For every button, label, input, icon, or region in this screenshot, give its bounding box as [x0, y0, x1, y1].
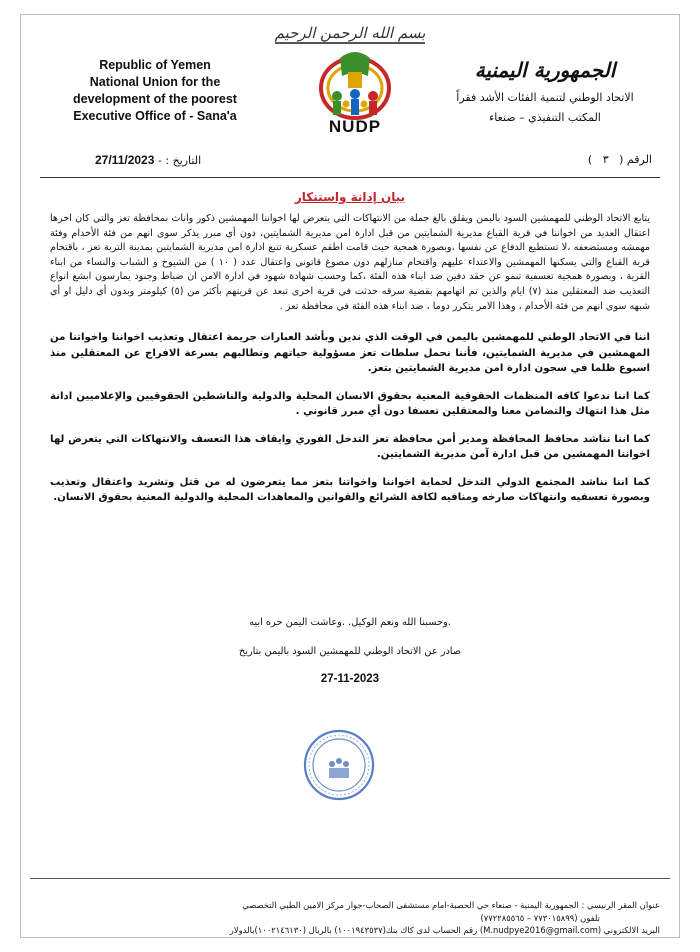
republic-title: الجمهورية اليمنية: [474, 58, 616, 82]
arabic-letterhead: [430, 58, 660, 128]
footer-divider: [30, 878, 670, 879]
footer-email-label: البريد الالكتروني (: [597, 925, 660, 935]
header-divider: [40, 177, 660, 178]
english-line-1: Republic of Yemen: [99, 58, 211, 72]
reference-number: [482, 153, 652, 171]
paragraph-5-lead: كما اننا نناشد: [579, 476, 650, 488]
paragraph-1: يتابع الاتحاد الوطني للمهمشين السود باليمن ويقلق بالغ جملة من الانتهاكات التي يتعرض لها اخواننا المهمشين ذكور واناث بمحافظة تعز والتي كان اخرها اعتقال العديد من اخواننا في قرية القباع مديرية الشمايتين من قبل ادارة امن مديرية الشمايتين، دون أي مبرر يذكر سوى انهم من فئة الأخدام وفئة مهمشه ومستضعفه ،لا تستطيع الدفاع عن نفسها ،وبصورة همجية حيث قامت اطقم عسكرية تتبع ادارة امن مديرية الشمايتين بمدينة التربة تعز ، باقتحام قرية القباع والتي يسكنها المهمشين والاعتداء عليهم واقتحام منازلهم دون مصوغ قانوني واعتقال عدد ( ١٠ ) من الشيوخ و الشباب والنساء من ابناء القرية ، وبصورة همجية تعسفية تنمو عن حقد دفين ضد ابناء هذه الفئة ،كما وحسب شهادة شهود في ادارة الامن ان ضباط وجنود يمارسون ابشع انواع التعذيب ضد المعتقلين منذ (٧) ايام والذين تم اتهامهم بقضية سرقه حدثت في قرية اخرى تبعد عن قريتهم بأكثر من (٥) كيلومتر وبدون أي دليل او أي شبهه سوى انهم من فئة الأخدام ، وهذا الامر يتكرر دوما ، ضد ابناء هذه الفئة في محافظة تعز .: [50, 213, 650, 312]
paragraph-2-text: في الوقت الذي ندين وبأشد العبارات جريمة اعتقال وتعذيب اخواننا واخواتنا من المهمشين في مديرية الشمايتين، فأننا نحمل سلطات تعز مسؤولية حياتهم ونطالبهم بسرعة الافراج عن المعتقلين منذ اسبوع ظلما في سجون ادارة امن مديرية الشمايتين بتعز.: [50, 332, 650, 375]
official-stamp-icon: [302, 728, 376, 802]
reference-value: ٣: [602, 153, 609, 166]
paragraph-2: [50, 330, 650, 377]
statement-title: بيان إدانة واستنكار: [294, 190, 406, 204]
footer-email-line: [40, 924, 660, 937]
footer-phones: تلفون (٧٧٣٠١٥٨٩٩ – ٧٧٢٢٨٥٥٦٥): [480, 912, 600, 923]
basmala: بسم الله الرحمن الرحيم: [250, 24, 450, 44]
date-value: 27/11/2023: [95, 153, 155, 167]
paragraph-3-lead: كما اننا ندعوا: [583, 390, 650, 402]
paragraph-2-lead: اننا في الاتحاد الوطني للمهمشين باليمن: [446, 332, 650, 344]
english-line-4: Executive Office of - Sana'a: [73, 109, 237, 123]
paragraph-4-text: محافظ المحافظة ومدير أمن محافظة تعز التدخل الفوري وايقاف هذا التعسف والانتهاكات التي يتعرض لها اخواننا المهمشين من قبل ادارة آمن مديرية الشمايتين.: [50, 433, 650, 461]
reference-close: ): [587, 153, 593, 166]
english-letterhead: [40, 57, 270, 125]
paragraph-3: [50, 389, 650, 420]
date-label: التاريخ : -: [157, 154, 202, 167]
english-line-3: development of the poorest: [73, 92, 237, 106]
footer-address: عنوان المقر الرنيسي : الجمهورية اليمنية - صنعاء حي الحصبة-امام مستشفى الصحاب-جوار مركز الامين الطبي التخصصي: [242, 900, 660, 910]
reference-label: الرقم (: [619, 153, 652, 166]
issued-by: صادر عن الاتحاد الوطني للمهمشين السود باليمن بتاريخ: [238, 646, 462, 657]
paragraph-5: [50, 475, 650, 506]
statement-body: [50, 212, 650, 518]
footer-bank: ) رقم الحساب لدى كاك بنك(١٠٠١٩٤٣٥٣٧) بالريال (١٠٠٢١٤٦١٣٠)بالدولار: [229, 925, 484, 935]
footer-email[interactable]: M.nudpye2016@gmail.com: [483, 925, 598, 935]
closing-prayer: .وحسبنا الله ونعم الوكيل. .وعاشت اليمن حره ابيه: [249, 617, 451, 628]
paragraph-5-text: المجتمع الدولي التدخل لحماية اخواننا واخواتنا بتعز مما يتعرضون له من قتل وتشريد واعتقال وتعذيب وبصورة تعسفيه وانتهاكات صارخه ومنافيه لكافة الشرائع والقوانين والمعاهدات المحلية والدولية المعنية بحقوق الانسان.: [50, 476, 650, 504]
paragraph-4: [50, 432, 650, 463]
english-line-2: National Union for the: [89, 75, 221, 89]
office-name: المكتب التنفيذي – صنعاء: [489, 111, 601, 124]
footer-contact: [40, 899, 660, 937]
paragraph-4-lead: كما اننا نناشد: [582, 433, 650, 445]
date-field: [95, 153, 295, 171]
logo-acronym: NUDP: [328, 117, 382, 136]
closing-date: 27-11-2023: [320, 673, 380, 685]
union-name: الاتحاد الوطني لتنمية الفئات الأشد فقراً: [456, 91, 634, 104]
paragraph-3-text: كافه المنظمات الحقوقية المعنية بحقوق الانسان المحلية والدولية والناشطين الحقوقيين والإعلاميين ادانة مثل هذا انتهاك والتضامن معنا والمعتقلين تعسفا دون أي مبرر قانوني .: [50, 390, 650, 418]
